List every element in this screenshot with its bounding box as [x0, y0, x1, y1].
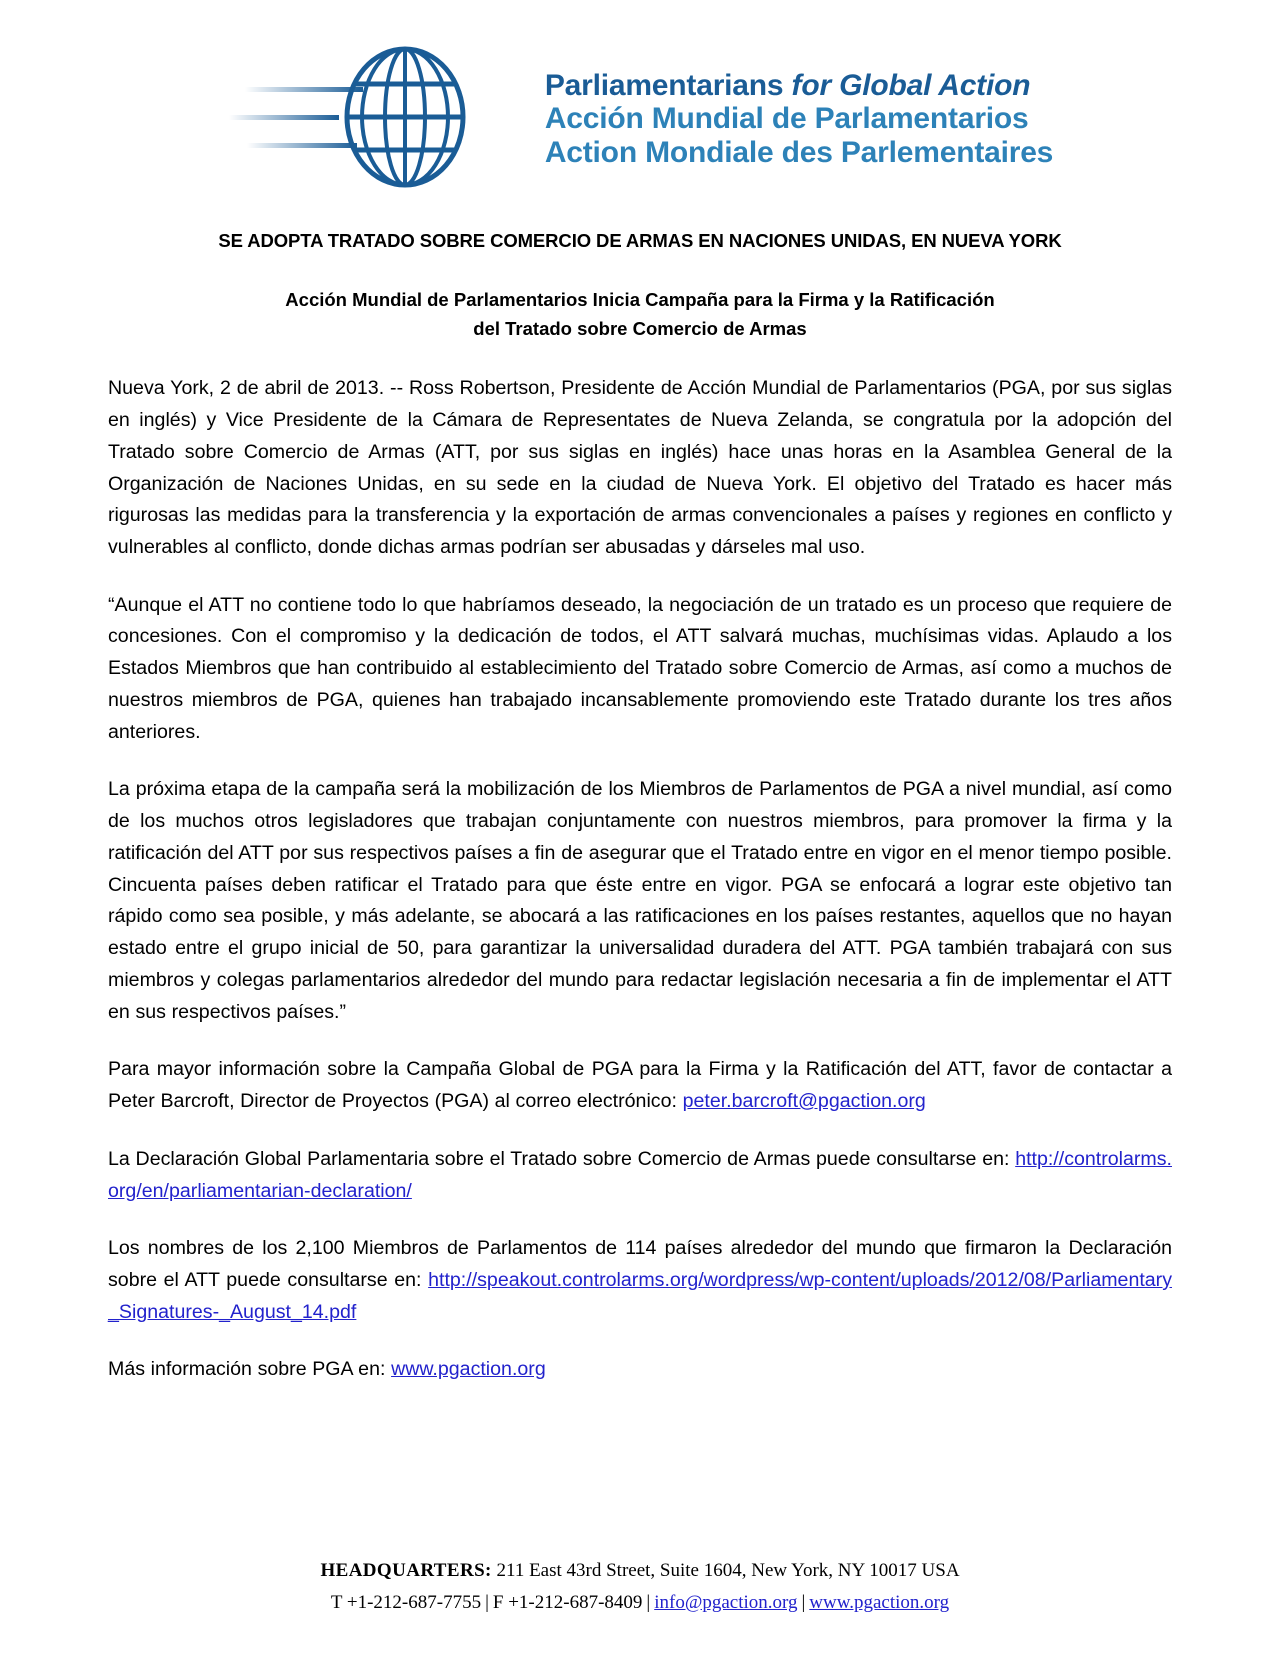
page-subtitle-line-1: Acción Mundial de Parlamentarios Inicia Campaña para la Firma y la Ratificación [285, 289, 995, 310]
footer-phone: T +1-212-687-7755 [330, 1591, 482, 1613]
logo-line-english-italic: for Global Action [791, 68, 1031, 102]
page-title: SE ADOPTA TRATADO SOBRE COMERCIO DE ARMAS EN NACIONES UNIDAS, EN NUEVA YORK [218, 230, 1062, 251]
page-subtitle-line-2: del Tratado sobre Comercio de Armas [473, 317, 807, 339]
footer-fax: F +1-212-687-8409 [492, 1591, 643, 1613]
footer-hq-address: 211 East 43rd Street, Suite 1604, New York, NY 10017 USA [496, 1560, 960, 1582]
logo-wordmark [545, 69, 1053, 170]
contact-email-link[interactable]: peter.barcroft@pgaction.org [682, 1090, 926, 1113]
article-body [108, 343, 1172, 1386]
paragraph-more-info-text: Más información sobre PGA en: [108, 1358, 392, 1381]
paragraph-next-steps: La próxima etapa de la campaña será la mobilización de los Miembros de Parlamentos de PGA a nivel mundial, así como de los muchos otros legisladores que trabajan conjuntamente con nuestros miembros, para promover la firma y la ratificación del ATT por sus respectivos países a fin de asegurar que el Tratado entre en vigor en el menor tiempo posible. Cincuenta países deben ratificar el Tratado para que éste entre en vigor. PGA se enfocará a lograr este objetivo tan rápido como sea posible, y más adelante, se abocará a las ratificaciones en los países restantes, aquellos que no hayan estado entre el grupo inicial de 50, para garantizar la universalidad duradera del ATT. PGA también trabajará con sus miembros y colegas parlamentarios alrededor del mundo para redactar legislación necesaria a fin de implementar el ATT en sus respectivos países.” [108, 778, 1172, 1023]
logo-line-english-plain: Parliamentarians [544, 68, 792, 102]
paragraph-contact [108, 1054, 1172, 1117]
page-footer [0, 1555, 1280, 1618]
signatures-pdf-link[interactable]: http://speakout.controlarms.org/wordpress/wp-content/uploads/2012/08/Parliamentary_Signatures-_August_14.pdf [108, 1268, 1172, 1323]
footer-email-link[interactable]: info@pgaction.org [654, 1591, 798, 1613]
logo-line-spanish: Acción Mundial de Parlamentarios [544, 102, 1029, 136]
footer-separator-1: | [485, 1591, 489, 1613]
paragraph-contact-text: Para mayor información sobre la Campaña Global de PGA para la Firma y la Ratificación del ATT, favor de contactar a Peter Barcroft, Director de Proyectos (PGA) al correo electrónico: [108, 1058, 1172, 1113]
declaration-url-link[interactable]: http://controlarms.org/en/parliamentarian-declaration/ [108, 1147, 1172, 1202]
footer-website-link[interactable]: www.pgaction.org [809, 1591, 950, 1613]
logo-line-french: Action Mondiale des Parlementaires [544, 135, 1054, 169]
paragraph-more-info [108, 1354, 1172, 1386]
pga-website-link[interactable]: www.pgaction.org [391, 1358, 546, 1381]
paragraph-declaration-text: La Declaración Global Parlamentaria sobre el Tratado sobre Comercio de Armas puede consultarse en: [108, 1147, 1016, 1170]
logo-line-english [545, 69, 1053, 103]
page-subtitle [120, 286, 1160, 343]
organization-logo [227, 44, 1053, 194]
footer-contact-line [0, 1587, 1280, 1618]
paragraph-dateline: Nueva York, 2 de abril de 2013. -- Ross Robertson, Presidente de Acción Mundial de Parlamentarios (PGA, por sus siglas en inglés) y Vice Presidente de la Cámara de Representates de Nueva Zelanda, se congratula por la adopción del Tratado sobre Comercio de Armas (ATT, por sus siglas en inglés) hace unas horas en la Asamblea General de la Organización de Naciones Unidas, en su sede en la ciudad de Nueva York. El objetivo del Tratado es hacer más rigurosas las medidas para la transferencia y la exportación de armas convencionales a países y regiones en conflicto y vulnerables al conflicto, donde dichas armas podrían ser abusadas y dárseles mal uso. [108, 377, 1172, 559]
paragraph-quote: “Aunque el ATT no contiene todo lo que habríamos deseado, la negociación de un tratado es un proceso que requiere de concesiones. Con el compromiso y la dedicación de todos, el ATT salvará muchas, muchísimas vidas. Aplaudo a los Estados Miembros que han contribuido al establecimiento del Tratado sobre Comercio de Armas, así como a muchos de nuestros miembros de PGA, quienes han trabajado incansablemente promoviendo este Tratado durante los tres años anteriores. [108, 593, 1172, 743]
globe-with-speed-lines-icon [227, 44, 527, 194]
footer-separator-3: | [801, 1591, 806, 1613]
paragraph-declaration [108, 1144, 1172, 1207]
paragraph-signatures [108, 1233, 1172, 1328]
footer-hq-label: HEADQUARTERS: [320, 1560, 492, 1582]
footer-separator-2: | [646, 1591, 651, 1613]
footer-address-line [0, 1555, 1280, 1586]
paragraph-signatures-text: Los nombres de los 2,100 Miembros de Parlamentos de 114 países alrededor del mundo que firmaron la Declaración sobre el ATT puede consultarse en: [108, 1237, 1172, 1291]
masthead [0, 0, 1280, 204]
